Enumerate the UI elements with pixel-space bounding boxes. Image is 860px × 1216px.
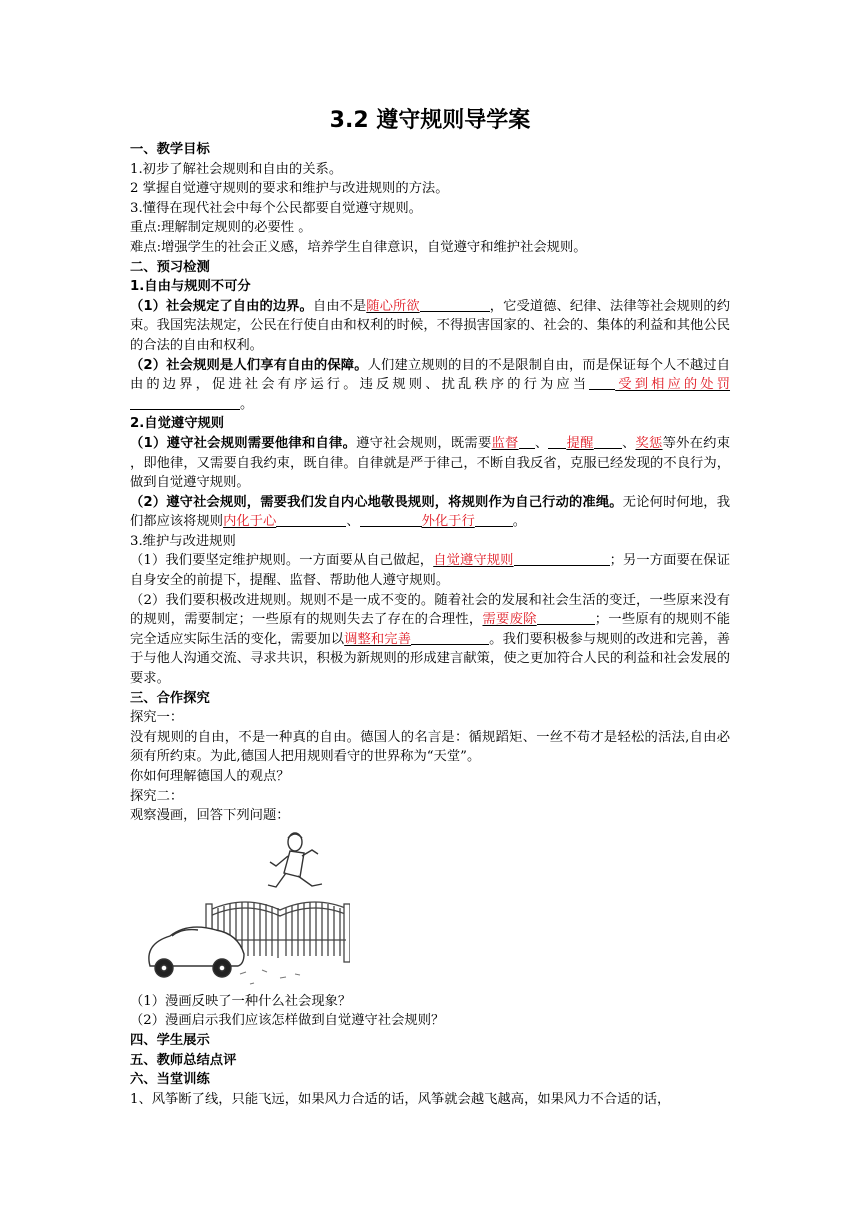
paragraph-respect-rules: （2）遵守社会规则，需要我们发自内心地敬畏规则，将规则作为自己行动的准绳。无论何时何地，我们都应该将规则内化于心 、 外化于行 。 — [130, 494, 730, 530]
bold-statement: （2）遵守社会规则，需要我们发自内心地敬畏规则，将规则作为自己行动的准绳。 — [130, 494, 623, 510]
inquiry-2-text: 观察漫画，回答下列问题： — [130, 808, 290, 824]
paragraph-maintain-rules: （1）我们要坚定维护规则。一方面要从自己做起，自觉遵守规则 ；另一方面要在保证自身安全的前提下，提醒、监督、帮助他人遵守规则。 — [130, 553, 731, 589]
key-point: 重点:理解制定规则的必要性 。 — [130, 220, 312, 236]
subheading-freedom-rules: 1.自由与规则不可分 — [130, 279, 251, 295]
person-figure — [268, 833, 322, 887]
answer-blank: 内化于心 — [223, 514, 277, 530]
goal-line-3: 3.懂得在现代社会中每个公民都要自觉遵守规则。 — [130, 200, 422, 216]
answer-blank: 调整和完善 — [344, 631, 412, 647]
answer-blank: 监督 — [491, 435, 519, 451]
document-page — [130, 104, 730, 1109]
page-title: 3.2 遵守规则导学案 — [329, 108, 531, 133]
inquiry-1-text: 没有规则的自由，不是一种真的自由。德国人的名言是：循规蹈矩、一丝不苟才是轻松的活法,自由必须有所约束。为此,德国人把用规则看守的世界称为“天堂”。 — [130, 729, 730, 765]
answer-blank: 受到相应的处罚 — [615, 377, 731, 393]
car — [149, 927, 244, 977]
paragraph-heteronomy-autonomy: （1）遵守社会规则需要他律和自律。遵守社会规则，既需要监督 、 提醒 、奖惩等外在约束 ，即他律，又需要自我约束，既自律。自律就是严于律己，不断自我反省，克服已经发现的不良行为，做到自觉遵守规则。 — [130, 435, 731, 491]
difficult-point: 难点:增强学生的社会正义感，培养学生自律意识，自觉遵守和维护社会规则。 — [130, 239, 587, 255]
answer-blank: 需要废除 — [482, 612, 537, 628]
bold-statement: （2）社会规则是人们享有自由的保障。 — [130, 357, 368, 373]
answer-blank: 奖惩 — [635, 435, 663, 451]
section-heading-practice: 六、当堂训练 — [130, 1072, 210, 1088]
inquiry-2-label: 探究二： — [130, 788, 184, 804]
inquiry-1-question: 你如何理解德国人的观点？ — [130, 769, 290, 784]
paragraph-freedom-boundary: （1）社会规定了自由的边界。自由不是随心所欲 ，它受道德、纪律、法律等社会规则的约束。我国宪法规定，公民在行使自由和权利的时候，不得损害国家的、社会的、集体的利益和其他公民的合法的自由和权利。 — [130, 298, 731, 353]
section-heading-display: 四、学生展示 — [130, 1032, 210, 1048]
section-heading-summary: 五、教师总结点评 — [130, 1052, 237, 1068]
answer-blank: 提醒 — [566, 435, 594, 451]
goal-line-1: 1.初步了解社会规则和自由的关系。 — [130, 161, 343, 177]
underline-blank — [130, 395, 240, 410]
goal-line-2: 2 掌握自觉遵守规则的要求和维护与改进规则的方法。 — [130, 181, 449, 197]
answer-blank: 外化于行 — [421, 514, 475, 530]
section-heading-goals: 一、教学目标 — [130, 142, 210, 157]
comic-question-2: （2）漫画启示我们应该怎样做到自觉遵守社会规则？ — [130, 1013, 445, 1029]
ground-marks — [240, 970, 300, 984]
section-heading-preview: 二、预习检测 — [130, 259, 210, 275]
comic-question-1: （1）漫画反映了一种什么社会现象？ — [130, 993, 352, 1009]
underline-blank — [420, 297, 490, 312]
subheading-maintain-rules: 3.维护与改进规则 — [130, 533, 236, 549]
bold-statement: （1）遵守社会规则需要他律和自律。 — [130, 435, 357, 451]
paragraph-rules-guarantee: （2）社会规则是人们享有自由的保障。人们建立规则的目的不是限制自由，而是保证每个人不越过自由的边界，促进社会有序运行。违反规则、扰乱秩序的行为应当 受到相应的处罚。 — [130, 357, 731, 412]
subheading-obey-rules: 2.自觉遵守规则 — [130, 416, 225, 432]
paragraph-improve-rules: （2）我们要积极改进规则。规则不是一成不变的。随着社会的发展和社会生活的变迁，一些原来没有的规则，需要制定；一些原有的规则失去了存在的合理性，需要废除 ；一些原有的规则不能完全适应实际生活的变化，需要加以调整和完善 。我们要积极参与规则的改进和完善，善于与他人沟通交流、寻求共识，积极为新规则的形成建言献策，使之更加符合人民的利益和社会发展的要求。 — [130, 592, 731, 687]
answer-blank: 随心所欲 — [366, 298, 420, 314]
practice-line-1: 1、风筝断了线，只能飞远，如果风力合适的话，风筝就会越飞越高，如果风力不合适的话， — [130, 1091, 671, 1107]
inquiry-1-label: 探究一： — [130, 710, 184, 726]
answer-blank: 自觉遵守规则 — [433, 553, 514, 569]
bold-statement: （1）社会规定了自由的边界。 — [130, 298, 313, 314]
comic-illustration — [130, 828, 350, 988]
underline-blank — [589, 375, 615, 390]
section-heading-inquiry: 三、合作探究 — [130, 690, 210, 706]
